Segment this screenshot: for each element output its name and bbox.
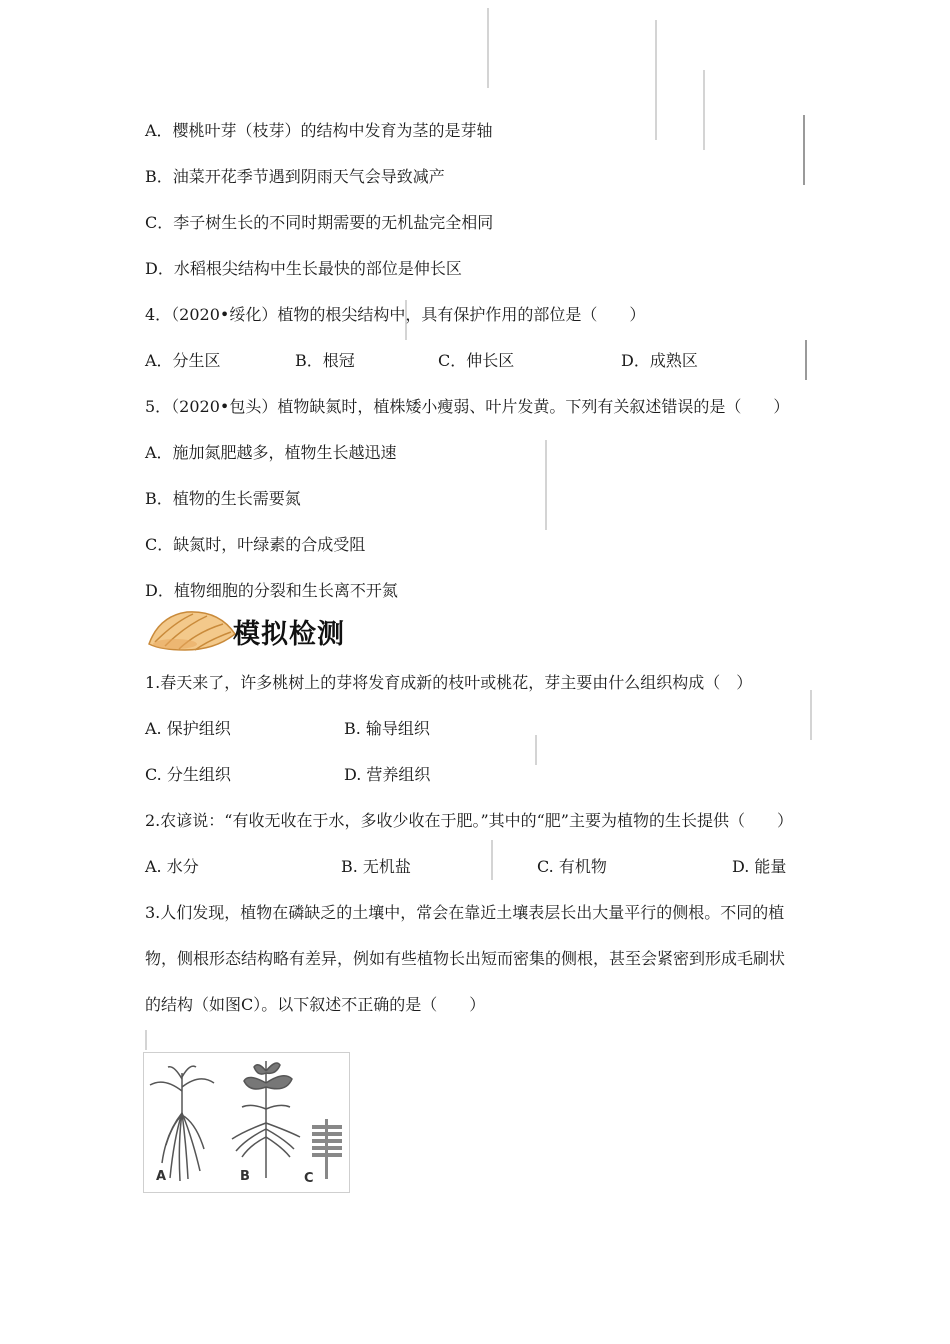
question-5-option-c: C．缺氮时，叶绿素的合成受阻	[145, 535, 366, 554]
mock-question-2-option-a: A. 水分	[145, 857, 199, 876]
question-5-option-a: A．施加氮肥越多，植物生长越迅速	[145, 443, 397, 462]
figure-label-c: C	[304, 1171, 314, 1186]
mock-question-1-option-c: C. 分生组织	[145, 765, 231, 784]
figure-label-a: A	[156, 1169, 167, 1184]
scan-artifact	[535, 735, 537, 765]
scan-artifact	[655, 20, 657, 140]
mock-question-3-stem-line-2: 物，侧根形态结构略有差异，例如有些植物长出短而密集的侧根，甚至会紧密到形成毛刷状	[145, 949, 786, 968]
plant-b-icon	[232, 1061, 300, 1178]
prev-option-d: D．水稻根尖结构中生长最快的部位是伸长区	[145, 259, 462, 278]
mock-question-3-stem-line-1: 3.人们发现，植物在磷缺乏的土壤中，常会在靠近土壤表层长出大量平行的侧根。不同的植	[145, 903, 785, 922]
mock-question-2-option-d: D. 能量	[732, 857, 787, 876]
scan-artifact	[703, 70, 705, 150]
scan-artifact	[810, 690, 812, 740]
plant-c-icon	[312, 1119, 342, 1179]
prev-option-a: A．樱桃叶芽（枝芽）的结构中发育为茎的是芽轴	[145, 121, 493, 140]
mock-question-1-option-b: B. 输导组织	[344, 719, 430, 738]
prev-option-b: B．油菜开花季节遇到阴雨天气会导致减产	[145, 167, 445, 186]
mock-question-3-stem-line-3: 的结构（如图C）。以下叙述不正确的是（ ）	[145, 995, 486, 1014]
scan-artifact	[491, 840, 493, 880]
mock-question-2-stem: 2.农谚说：“有收无收在于水，多收少收在于肥。”其中的“肥”主要为植物的生长提供（ ）	[145, 811, 793, 830]
question-4-option-a: A．分生区	[145, 351, 221, 370]
question-5-option-b: B．植物的生长需要氮	[145, 489, 301, 508]
question-5-stem: 5．（2020•包头）植物缺氮时，植株矮小瘦弱、叶片发黄。下列有关叙述错误的是（ ）	[145, 397, 790, 416]
question-4-option-d: D．成熟区	[621, 351, 698, 370]
mock-question-1-option-a: A. 保护组织	[145, 719, 231, 738]
mock-question-2-option-c: C. 有机物	[537, 857, 607, 876]
scan-artifact	[545, 440, 547, 530]
mock-question-1-stem: 1.春天来了，许多桃树上的芽将发育成新的枝叶或桃花，芽主要由什么组织构成（ ）	[145, 673, 753, 692]
section-banner	[145, 604, 377, 654]
scan-artifact	[803, 115, 805, 185]
figure-label-b: B	[240, 1169, 250, 1184]
mock-question-1-option-d: D. 营养组织	[344, 765, 431, 784]
question-4-option-c: C．伸长区	[438, 351, 515, 370]
scan-artifact	[805, 340, 807, 380]
scan-artifact	[145, 1030, 147, 1050]
shell-icon	[145, 604, 240, 654]
question-5-option-d: D．植物细胞的分裂和生长离不开氮	[145, 581, 398, 600]
question-4-option-b: B．根冠	[295, 351, 355, 370]
prev-option-c: C．李子树生长的不同时期需要的无机盐完全相同	[145, 213, 494, 232]
section-banner-title: 模拟检测	[233, 619, 345, 650]
plant-a-icon	[150, 1066, 214, 1181]
question-4-stem: 4．（2020•绥化）植物的根尖结构中，具有保护作用的部位是（ ）	[145, 305, 646, 324]
root-figure	[143, 1052, 350, 1193]
scan-artifact	[487, 8, 489, 88]
mock-question-2-option-b: B. 无机盐	[341, 857, 411, 876]
